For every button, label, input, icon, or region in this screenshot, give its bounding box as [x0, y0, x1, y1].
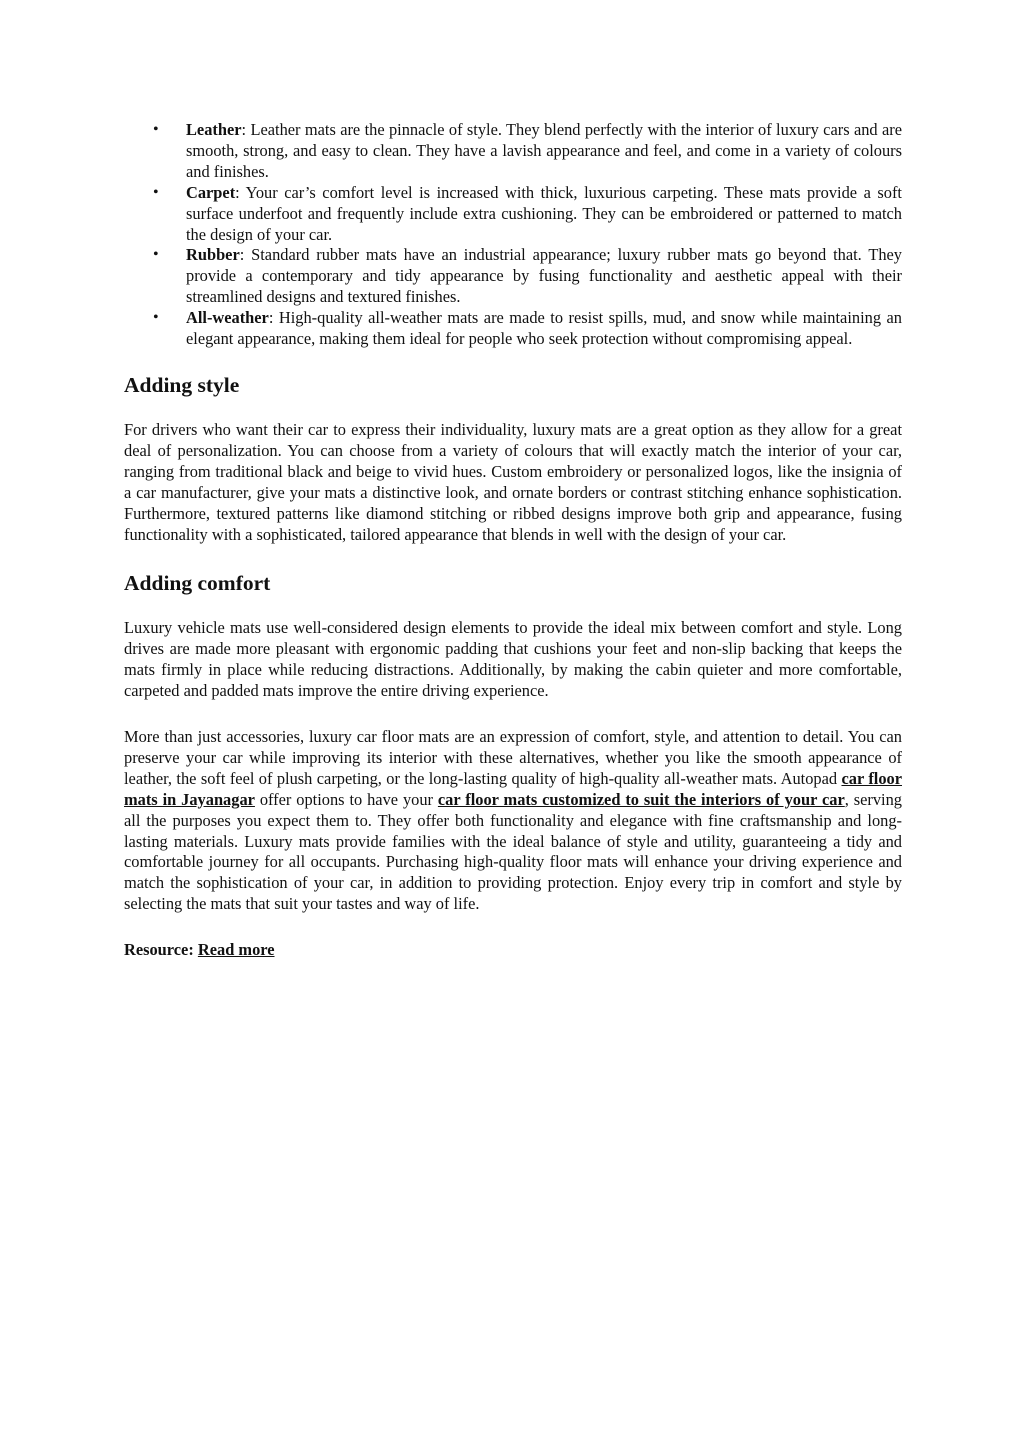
bullet-icon: • — [153, 309, 159, 327]
list-item-term: Carpet — [186, 182, 236, 202]
list-item-text: : Standard rubber mats have an industrial appearance; luxury rubber mats go beyond that. They provide a contemporary and tidy appearance by fusing functionality and aesthetic appeal with their streamlined designs and textured finishes. — [186, 245, 902, 307]
paragraph-text: More than just accessories, luxury car floor mats are an expression of comfort, style, and attention to detail. You can preserve your car while improving its interior with these alternatives, whether you like the smooth appearance of leather, the soft feel of plush carpeting, or the long-lasting quality of high-quality all-weather mats. Autopad — [124, 727, 902, 788]
resource-label: Resource: — [124, 940, 198, 960]
list-item-text: : High-quality all-weather mats are made to resist spills, mud, and snow while maintaining an elegant appearance, making them ideal for people who seek protection without compromising appeal. — [186, 308, 902, 349]
paragraph-text: , serving all the purposes you expect them to. They offer both functionality and elegance with fine craftsmanship and long-lasting materials. Luxury mats provide families with the ideal balance of style and utility, guaranteeing a tidy and comfortable journey for all occupants. Purchasing high-quality floor mats will enhance your driving experience and match the sophistication of your car, in addition to providing protection. Enjoy every trip in comfort and style by selecting the mats that suit your tastes and way of life. — [124, 789, 903, 914]
bullet-icon: • — [153, 183, 159, 201]
paragraph-text: offer options to have your — [254, 789, 438, 809]
document-page — [124, 120, 902, 986]
resource-line — [124, 940, 902, 961]
list-item-carpet — [124, 183, 902, 246]
heading-adding-comfort: Adding comfort — [124, 571, 271, 596]
paragraph-conclusion — [124, 727, 902, 915]
list-item-text: : Leather mats are the pinnacle of style. They blend perfectly with the interior of luxury cars and are smooth, strong, and easy to clean. They have a lavish appearance and feel, and come in a variety of colours and finishes. — [186, 120, 902, 181]
bullet-icon: • — [153, 246, 159, 264]
list-item-text: : Your car’s comfort level is increased with thick, luxurious carpeting. These mats provide a soft surface underfoot and frequently include extra cushioning. They can be embroidered or patterned to match the design of your car. — [186, 182, 902, 244]
list-item-leather — [124, 120, 902, 183]
list-item-all-weather — [124, 308, 902, 350]
read-more-link[interactable]: Read more — [197, 940, 275, 960]
link-car-floor-mats-customized[interactable]: car floor mats customized to suit the interiors of your car — [437, 789, 845, 809]
paragraph-adding-style: For drivers who want their car to express their individuality, luxury mats are a great option as they allow for a great deal of personalization. You can choose from a variety of colours that will exactly match the interior of your car, ranging from traditional black and beige to vivid hues. Custom embroidery or personalized logos, like the insignia of a car manufacturer, give your mats a distinctive look, and ornate borders or contrast stitching enhance sophistication. Furthermore, textured patterns like diamond stitching or ribbed designs improve both grip and appearance, fusing functionality with a sophisticated, tailored appearance that blends in well with the design of your car. — [124, 419, 902, 544]
heading-adding-style: Adding style — [124, 372, 240, 397]
mat-types-list — [124, 120, 902, 350]
bullet-icon: • — [153, 121, 159, 138]
link-car-floor-mats-jayanagar[interactable]: car floor mats in Jayanagar — [124, 768, 902, 809]
list-item-term: Rubber — [186, 245, 240, 265]
list-item-term: Leather — [186, 120, 242, 139]
list-item-term: All-weather — [186, 308, 269, 328]
paragraph-adding-comfort: Luxury vehicle mats use well-considered design elements to provide the ideal mix between comfort and style. Long drives are made more pleasant with ergonomic padding that cushions your feet and non-slip backing that keeps the mats firmly in place while reducing distractions. Additionally, by making the cabin quieter and more comfortable, carpeted and padded mats improve the entire driving experience. — [124, 618, 902, 701]
list-item-rubber — [124, 245, 902, 308]
